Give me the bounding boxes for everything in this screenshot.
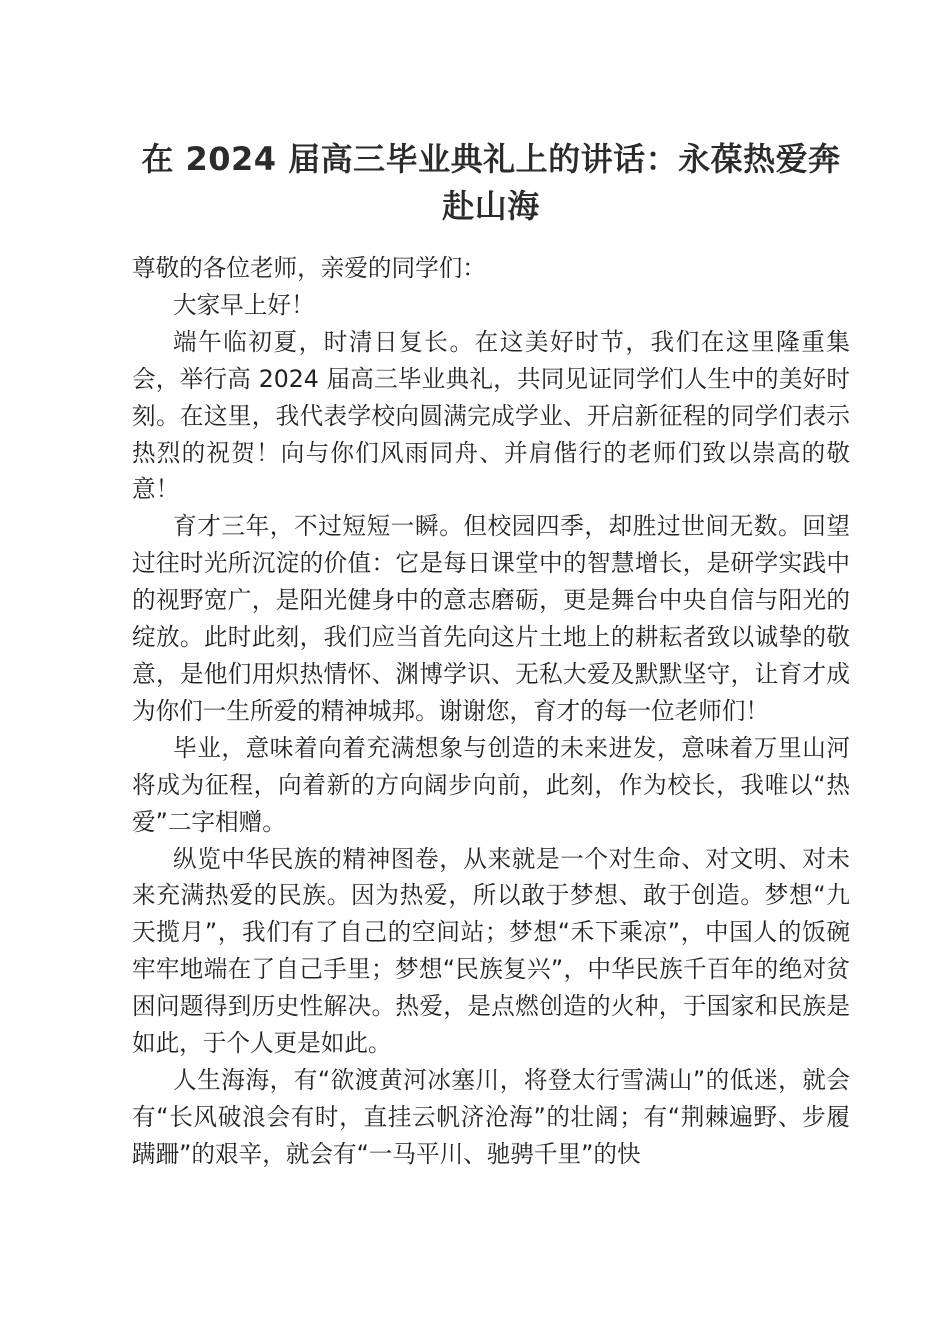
paragraph-life: 人生海海，有“欲渡黄河冰塞川，将登太行雪满山”的低迷，就会有“长风破浪会有时，直挂云帆济沧海”的壮阔；有“荆棘遍野、步履蹒跚”的艰辛，就会有“一马平川、驰骋千里”的快 (132, 1065, 850, 1168)
paragraph-graduation: 毕业，意味着向着充满想象与创造的未来进发，意味着万里山河将成为征程，向着新的方向阔步向前，此刻，作为校长，我唯以“热爱”二字相赠。 (132, 733, 850, 836)
paragraph-nation: 纵览中华民族的精神图卷，从来就是一个对生命、对文明、对未来充满热爱的民族。因为热爱，所以敢于梦想、敢于创造。梦想“九天揽月”，我们有了自己的空间站；梦想“禾下乘凉”，中国人的饭碗牢牢地端在了自己手里；梦想“民族复兴”，中华民族千百年的绝对贫困问题得到历史性解决。热爱，是点燃创造的火种，于国家和民族是如此，于个人更是如此。 (132, 844, 850, 1058)
salutation: 尊敬的各位老师，亲爱的同学们： (132, 254, 486, 282)
paragraph-opening: 端午临初夏，时清日复长。在这美好时节，我们在这里隆重集会，举行高 2024 届高三毕业典礼，共同见证同学们人生中的美好时刻。在这里，我代表学校向圆满完成学业、开启新征程的同学们表示热烈的祝贺！向与你们风雨同舟、并肩偕行的老师们致以崇高的敬意！ (132, 327, 850, 504)
document-body (132, 250, 850, 1173)
paragraph-three-years: 育才三年，不过短短一瞬。但校园四季，却胜过世间无数。回望过往时光所沉淀的价值：它是每日课堂中的智慧增长，是研学实践中的视野宽广，是阳光健身中的意志磨砺，更是舞台中央自信与阳光的绽放。此时此刻，我们应当首先向这片土地上的耕耘者致以诚挚的敬意，是他们用炽热情怀、渊博学识、无私大爱及默默坚守，让育才成为你们一生所爱的精神城邦。谢谢您，育才的每一位老师们！ (132, 512, 850, 725)
paragraph-greeting: 大家早上好！ (173, 290, 315, 319)
document-title: 在 2024 届高三毕业典礼上的讲话：永葆热爱奔赴山海 (141, 140, 841, 225)
